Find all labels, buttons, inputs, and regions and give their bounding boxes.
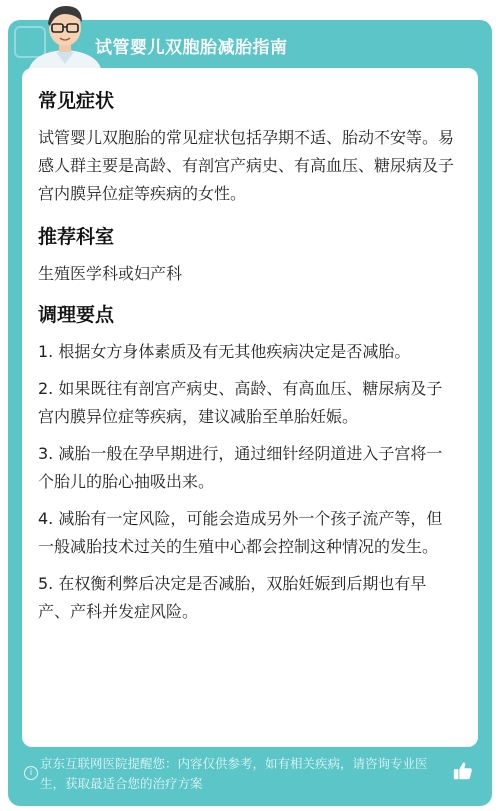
care-item: 3. 减胎一般在孕早期进行，通过细针经阴道进入子宫将一个胎儿的胎心抽吸出来。	[38, 444, 443, 491]
disclaimer	[20, 752, 480, 796]
care-item: 5. 在权衡利弊后决定是否减胎，双胎妊娠到后期也有早产、产科并发症风险。	[38, 574, 427, 621]
page-title: 试管婴儿双胞胎减胎指南	[95, 38, 288, 58]
section-heading-symptoms: 常见症状	[38, 90, 115, 112]
section-heading-department: 推荐科室	[38, 226, 115, 248]
disclaimer-text: 京东互联网医院提醒您：内容仅供参考，如有相关疾病，请咨询专业医生，获取最适合您的治疗方案	[40, 757, 428, 791]
thumbs-up-icon[interactable]	[452, 760, 474, 782]
info-icon: i	[24, 766, 38, 780]
article-content	[38, 70, 458, 626]
care-item: 4. 减胎有一定风险，可能会造成另外一个孩子流产等，但一般减胎技术过关的生殖中心都会控制这种情况的发生。	[38, 509, 443, 556]
section-body-department: 生殖医学科或妇产科	[38, 264, 183, 283]
section-body-symptoms: 试管婴儿双胞胎的常见症状包括孕期不适、胎动不安等。易感人群主要是高龄、有剖宫产病史、有高血压、糖尿病及子宫内膜异位症等疾病的女性。	[38, 128, 455, 203]
section-heading-care: 调理要点	[38, 304, 115, 326]
care-item: 1. 根据女方身体素质及有无其他疾病决定是否减胎。	[38, 342, 411, 361]
care-item: 2. 如果既往有剖宫产病史、高龄、有高血压、糖尿病及子宫内膜异位症等疾病，建议减胎至单胎妊娠。	[38, 379, 443, 426]
